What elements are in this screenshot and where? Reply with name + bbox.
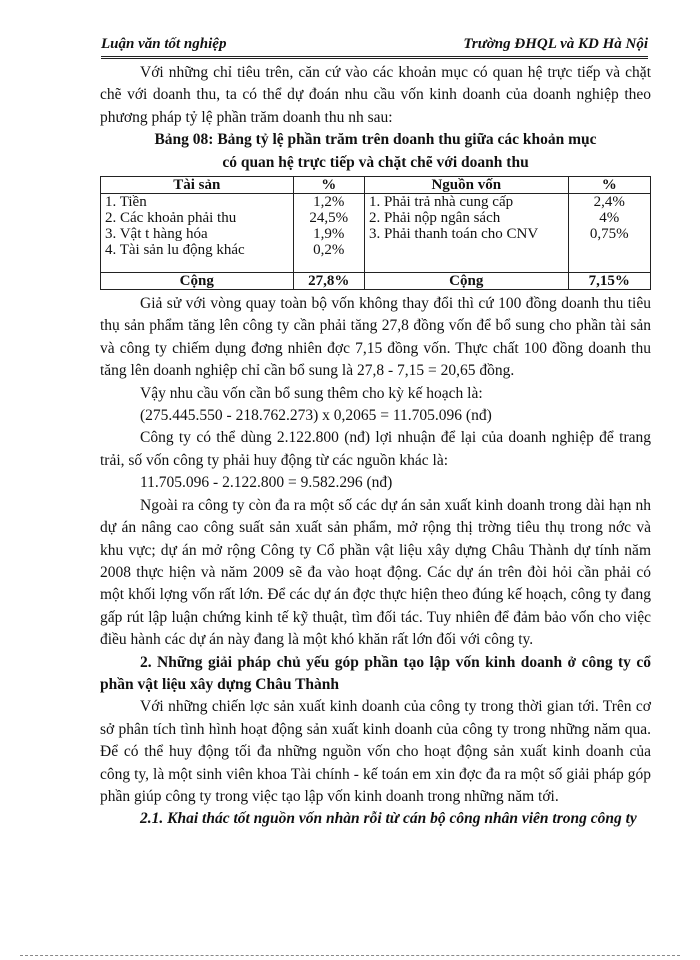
asset-pct-cell: 1,9% (293, 226, 365, 242)
page-bottom-rule (20, 955, 680, 956)
ratio-table (100, 176, 651, 290)
asset-cell: 4. Tài sản lu động khác (101, 242, 294, 258)
subsection-heading-2-1: 2.1. Khai thác tốt nguồn vốn nhàn rỗi từ cán bộ công nhân viên trong công ty (140, 810, 637, 828)
total-label-assets: Cộng (101, 273, 294, 290)
source-pct-cell: 0,75% (568, 226, 651, 242)
source-cell (365, 242, 569, 258)
source-pct-cell (568, 242, 651, 258)
table-row (101, 242, 651, 258)
paragraph-intro: Với những chỉ tiêu trên, căn cứ vào các khoản mục có quan hệ trực tiếp và chặt chẽ với doanh thu, ta có thể dự đoán nhu cầu vốn kinh doanh của doanh nghiệp theo phương pháp tỷ lệ phần trăm doanh thu nh sau: (100, 64, 651, 126)
asset-cell: 1. Tiền (101, 194, 294, 211)
header-university: Trường ĐHQL và KD Hà Nội (463, 36, 648, 52)
total-asset-pct: 27,8% (293, 273, 365, 290)
table-header-row (101, 177, 651, 194)
table-row (101, 210, 651, 226)
asset-pct-cell: 24,5% (293, 210, 365, 226)
document-body (100, 62, 651, 831)
section-heading-2: 2. Những giải pháp chủ yếu góp phần tạo lập vốn kinh doanh ở công ty cổ phần vật liệu xây dựng Châu Thành (100, 653, 651, 693)
source-cell: 1. Phải trả nhà cung cấp (365, 194, 569, 211)
table-row (101, 226, 651, 242)
paragraph-assumption: Giả sử với vòng quay toàn bộ vốn không thay đổi thì cứ 100 đồng doanh thu tiêu thụ sản phẩm tăng lên công ty cần phải tăng 27,8 đồng vốn để bổ sung cho phần tài sản và công ty chiếm dụng đơng nhiên đợc 7,15 đồng vốn. Thực chất 100 đồng doanh thu tăng lên doanh nghiệp chỉ cần bổ sung là 27,8 - 7,15 = 20,65 đồng. (100, 295, 651, 380)
table-caption-line1: Bảng 08: Bảng tỷ lệ phần trăm trên doanh thu giữa các khoản mục (154, 131, 597, 149)
header-thesis-title: Luận văn tốt nghiệp (101, 36, 227, 52)
table-total-row (101, 273, 651, 290)
table-spacer-row (101, 258, 651, 273)
formula-capital-need: (275.445.550 - 218.762.273) x 0,2065 = 11.705.096 (nđ) (140, 407, 492, 425)
paragraph-projects: Ngoài ra công ty còn đa ra một số các dự án sản xuất kinh doanh trong dài hạn nh dự án nâng cao công suất sản xuất sản phẩm, mở rộng thị trờng tiêu thụ trong nớc và khu vực; dự án mở rộng Công ty Cổ phần vật liệu xây dựng Châu Thành dự tính năm 2008 thực hiện và năm 2009 sẽ đa vào hoạt động. Các dự án trên đòi hỏi cần phải có một khối lợng vốn rất lớn. Để các dự án đợc thực hiện theo đúng kế hoạch, công ty đang gấp rút lập luận chứng kinh tế kỹ thuật, tìm đối tác. Tuy nhiên để đảm bảo vốn cho việc điều hành các dự án này đang là một khó khăn rất lớn đối với công ty. (100, 496, 651, 649)
col-header-asset-pct: % (293, 177, 365, 194)
col-header-sources: Nguồn vốn (365, 177, 569, 194)
paragraph-solutions: Với những chiến lợc sản xuất kinh doanh của công ty trong thời gian tới. Trên cơ sở phân tích tình hình hoạt động sản xuất kinh doanh của công ty trong những năm qua. Để có thể huy động tối đa những nguồn vốn cho hoạt động sản xuất kinh doanh của công ty, là một sinh viên khoa Tài chính - kế toán em xin đợc đa ra một số giải pháp góp phần giúp công ty trong việc tạo lập vốn kinh doanh trong những năm tới. (100, 698, 651, 805)
asset-pct-cell: 1,2% (293, 194, 365, 211)
asset-pct-cell: 0,2% (293, 242, 365, 258)
col-header-assets: Tài sản (101, 177, 294, 194)
asset-cell: 3. Vật t hàng hóa (101, 226, 294, 242)
total-label-sources: Cộng (365, 273, 569, 290)
total-source-pct: 7,15% (568, 273, 651, 290)
col-header-source-pct: % (568, 177, 651, 194)
source-cell: 2. Phải nộp ngân sách (365, 210, 569, 226)
source-pct-cell: 2,4% (568, 194, 651, 211)
table-row (101, 194, 651, 211)
source-pct-cell: 4% (568, 210, 651, 226)
paragraph-retained-profit: Công ty có thể dùng 2.122.800 (nđ) lợi nhuận để lại của doanh nghiệp để trang trải, số vốn công ty phải huy động từ các nguồn khác là: (100, 429, 651, 469)
table-caption-line2: có quan hệ trực tiếp và chặt chẽ với doanh thu (222, 153, 529, 171)
source-cell: 3. Phải thanh toán cho CNV (365, 226, 569, 242)
formula-external-capital: 11.705.096 - 2.122.800 = 9.582.296 (nđ) (140, 474, 393, 492)
page-header (101, 36, 648, 59)
paragraph-capital-need: Vậy nhu cầu vốn cần bổ sung thêm cho kỳ kế hoạch là: (140, 384, 483, 402)
asset-cell: 2. Các khoản phải thu (101, 210, 294, 226)
